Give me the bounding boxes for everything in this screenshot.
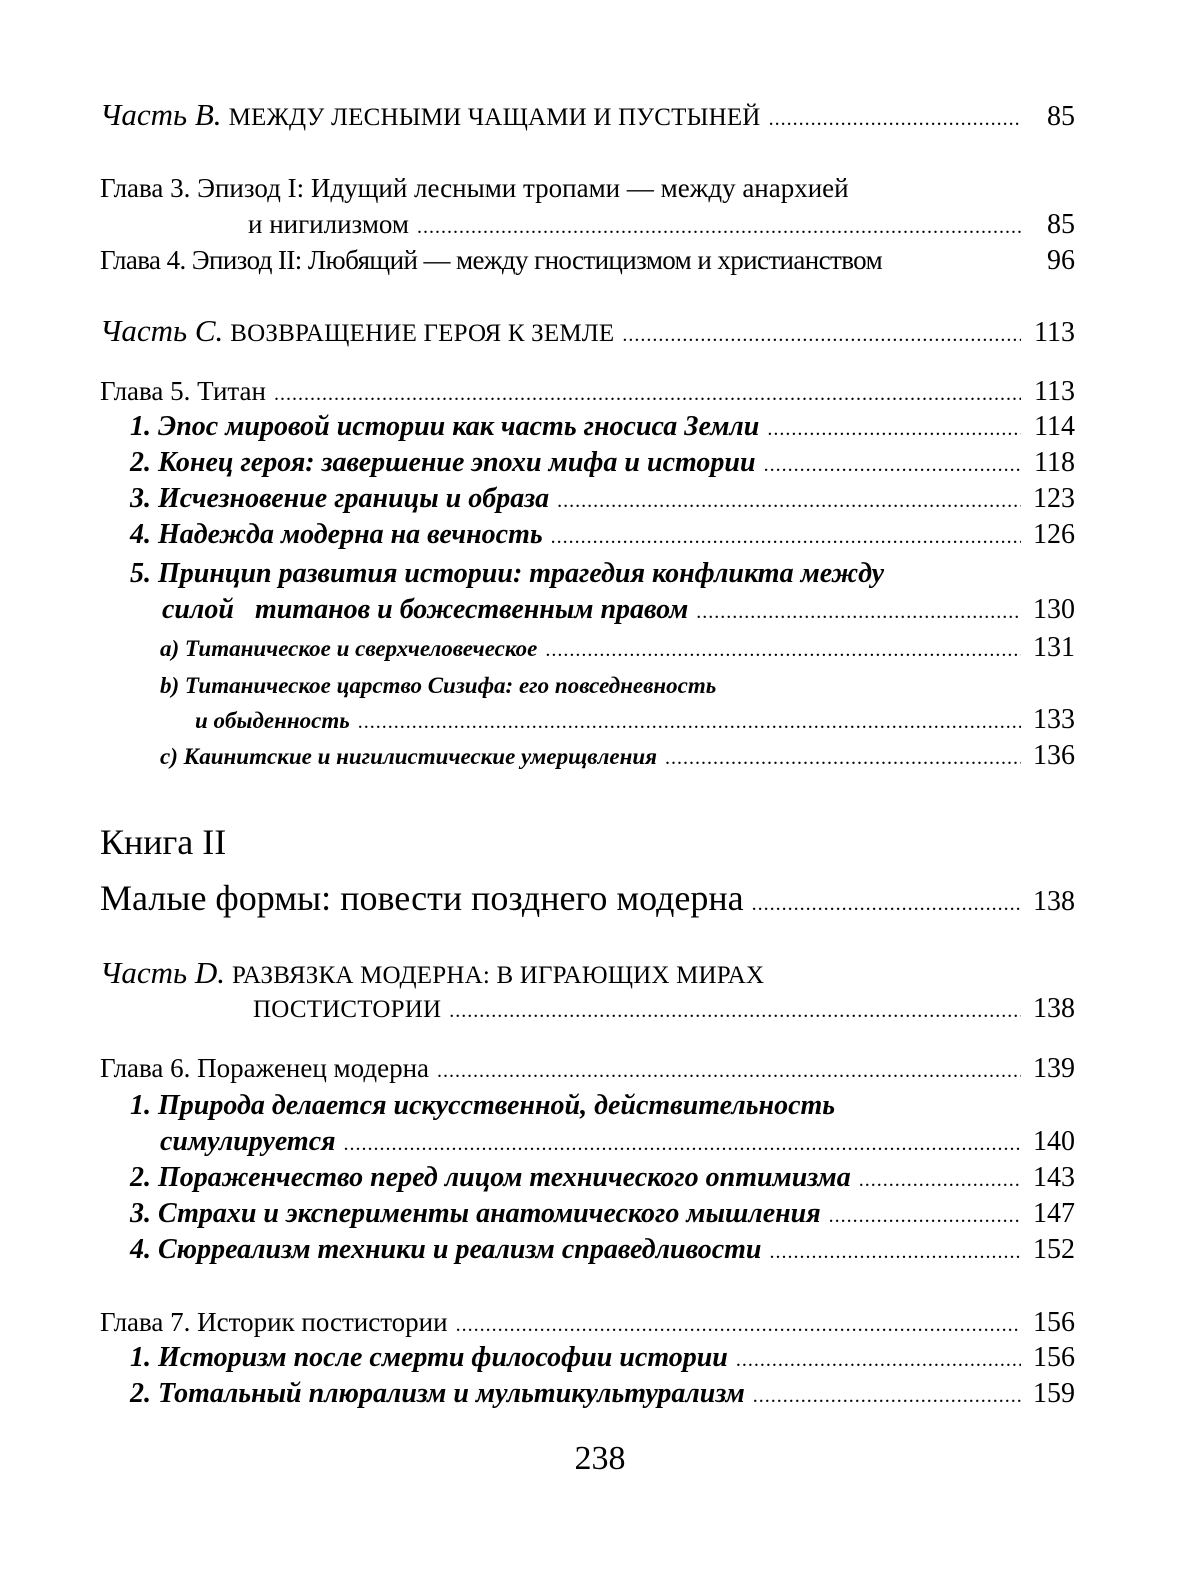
toc-section-5-1 bbox=[130, 409, 1075, 447]
toc-section-6-3 bbox=[130, 1196, 1075, 1234]
leader-dots bbox=[344, 1126, 1021, 1162]
toc-chapter-4 bbox=[100, 242, 1075, 279]
part-label: Часть C. bbox=[100, 313, 224, 348]
page-ref: 138 bbox=[1033, 886, 1075, 917]
page-ref: 123 bbox=[1033, 483, 1075, 514]
part-label: Часть D. bbox=[100, 955, 225, 990]
leader-dots bbox=[449, 993, 1021, 1029]
page-ref: 140 bbox=[1033, 1126, 1075, 1157]
toc-chapter-3-line1 bbox=[100, 170, 1075, 207]
subsection-title: a) Титаническое и сверхчеловеческое bbox=[160, 636, 538, 661]
toc-chapter-7 bbox=[100, 1304, 1075, 1343]
page-ref: 143 bbox=[1033, 1162, 1075, 1193]
leader-dots bbox=[358, 704, 1021, 740]
toc-chapter-6 bbox=[100, 1050, 1075, 1089]
section-title: 4. Надежда модерна на вечность bbox=[130, 519, 543, 550]
page-ref: 136 bbox=[1033, 740, 1075, 771]
section-title: 2. Пораженчество перед лицом технического оптимизма bbox=[130, 1162, 851, 1193]
toc-section-5-5-line2 bbox=[162, 592, 1075, 630]
section-title: 1. Эпос мировой истории как часть гносиса Земли bbox=[130, 411, 760, 442]
page-ref: 138 bbox=[1033, 993, 1075, 1024]
toc-section-6-1-line1 bbox=[130, 1088, 1075, 1124]
toc-subsection-b-line1 bbox=[160, 667, 1075, 704]
page-ref: 131 bbox=[1033, 632, 1075, 663]
page-ref: 159 bbox=[1033, 1378, 1075, 1409]
part-title: МЕЖДУ ЛЕСНЫМИ ЧАЩАМИ И ПУСТЫНЕЙ bbox=[228, 104, 761, 131]
toc-book-2 bbox=[100, 876, 1075, 926]
book-label: Книга II bbox=[100, 822, 227, 862]
page-ref: 85 bbox=[1047, 101, 1075, 132]
page-ref: 152 bbox=[1033, 1234, 1075, 1265]
leader-dots bbox=[545, 632, 1021, 668]
leader-dots bbox=[437, 1053, 1021, 1089]
leader-dots bbox=[456, 1307, 1021, 1343]
subsection-title: b) Титаническое царство Сизифа: его повседневность bbox=[160, 673, 717, 698]
page-ref: 96 bbox=[1047, 245, 1075, 276]
page-ref: 139 bbox=[1033, 1053, 1075, 1084]
section-title: 2. Тотальный плюрализм и мультикультурализм bbox=[130, 1378, 745, 1409]
page-ref: 126 bbox=[1033, 519, 1075, 550]
section-title: 3. Исчезновение границы и образа bbox=[130, 483, 550, 514]
section-title: 5. Принцип развития истории: трагедия конфликта между bbox=[130, 558, 885, 589]
toc-part-d-line2 bbox=[253, 991, 1075, 1029]
toc-subsection-a bbox=[160, 630, 1075, 668]
toc-section-7-1 bbox=[130, 1340, 1075, 1378]
toc-section-5-3 bbox=[130, 481, 1075, 519]
chapter-title-cont: и нигилизмом bbox=[248, 209, 409, 239]
section-title-cont: симулируется bbox=[160, 1126, 336, 1157]
chapter-title: Глава 5. Титан bbox=[100, 376, 266, 406]
toc-section-6-2 bbox=[130, 1160, 1075, 1198]
chapter-title: Глава 4. Эпизод II: Любящий — между гностицизмом и христианством bbox=[100, 245, 883, 275]
toc-chapter-3-line2 bbox=[248, 206, 1075, 245]
part-title: ВОЗВРАЩЕНИЕ ГЕРОЯ К ЗЕМЛЕ bbox=[230, 320, 615, 347]
toc-section-7-2 bbox=[130, 1376, 1075, 1414]
leader-dots bbox=[622, 317, 1021, 353]
page-ref: 156 bbox=[1033, 1342, 1075, 1373]
leader-dots bbox=[753, 1378, 1021, 1414]
toc-part-d-line1 bbox=[100, 955, 1075, 994]
section-title: 4. Сюрреализм техники и реализм справедливости bbox=[130, 1234, 762, 1265]
toc-book-label bbox=[100, 820, 1075, 864]
toc-section-6-4 bbox=[130, 1232, 1075, 1270]
part-label: Часть B. bbox=[100, 97, 222, 132]
chapter-title: Глава 7. Историк постистории bbox=[100, 1307, 448, 1337]
part-title: РАЗВЯЗКА МОДЕРНА: В ИГРАЮЩИХ МИРАХ bbox=[232, 962, 765, 989]
section-title: 1. Природа делается искусственной, действительность bbox=[130, 1090, 836, 1121]
toc-section-6-1-line2 bbox=[160, 1124, 1075, 1162]
leader-dots bbox=[770, 1234, 1021, 1270]
leader-dots bbox=[551, 519, 1021, 555]
leader-dots bbox=[767, 411, 1021, 447]
leader-dots bbox=[417, 209, 1021, 245]
toc-section-5-2 bbox=[130, 445, 1075, 483]
leader-dots bbox=[696, 594, 1021, 630]
section-title: 3. Страхи и эксперименты анатомического мышления bbox=[130, 1198, 821, 1229]
leader-dots bbox=[736, 1342, 1021, 1378]
leader-dots bbox=[829, 1198, 1021, 1234]
section-title: 2. Конец героя: завершение эпохи мифа и истории bbox=[130, 447, 756, 478]
page-ref: 113 bbox=[1034, 317, 1075, 348]
leader-dots bbox=[764, 447, 1021, 483]
subsection-title-cont: и обыденность bbox=[195, 708, 350, 733]
leader-dots bbox=[274, 376, 1021, 412]
section-title: 1. Историзм после смерти философии истории bbox=[130, 1342, 728, 1373]
page-ref: 147 bbox=[1033, 1198, 1075, 1229]
part-title-cont: ПОСТИСТОРИИ bbox=[253, 996, 442, 1023]
page-ref: 85 bbox=[1047, 209, 1075, 240]
subsection-title: c) Каинитские и нигилистические умерщвления bbox=[160, 744, 657, 769]
page-ref: 130 bbox=[1033, 594, 1075, 625]
toc-part-b bbox=[100, 97, 1075, 137]
leader-dots bbox=[752, 882, 1021, 926]
toc-subsection-c bbox=[160, 738, 1075, 776]
chapter-title: Глава 3. Эпизод I: Идущий лесными тропами — между анархией bbox=[100, 173, 849, 203]
book-title: Малые формы: повести позднего модерна bbox=[100, 878, 744, 918]
chapter-title: Глава 6. Пораженец модерна bbox=[100, 1053, 430, 1083]
page-number: 238 bbox=[574, 1440, 626, 1477]
leader-dots bbox=[769, 101, 1021, 137]
page-ref: 118 bbox=[1034, 447, 1075, 478]
leader-dots bbox=[557, 483, 1021, 519]
toc-section-5-4 bbox=[130, 517, 1075, 555]
toc-subsection-b-line2 bbox=[195, 702, 1075, 740]
page-ref: 133 bbox=[1033, 704, 1075, 735]
toc-section-5-5-line1 bbox=[130, 556, 1075, 592]
toc-chapter-5 bbox=[100, 373, 1075, 412]
page-ref: 156 bbox=[1033, 1307, 1075, 1338]
toc-part-c bbox=[100, 313, 1075, 353]
page-ref: 113 bbox=[1034, 376, 1075, 407]
section-title-cont: силой титанов и божественным правом bbox=[162, 594, 689, 625]
page-ref: 114 bbox=[1034, 411, 1075, 442]
leader-dots bbox=[859, 1162, 1021, 1198]
leader-dots bbox=[665, 740, 1021, 776]
